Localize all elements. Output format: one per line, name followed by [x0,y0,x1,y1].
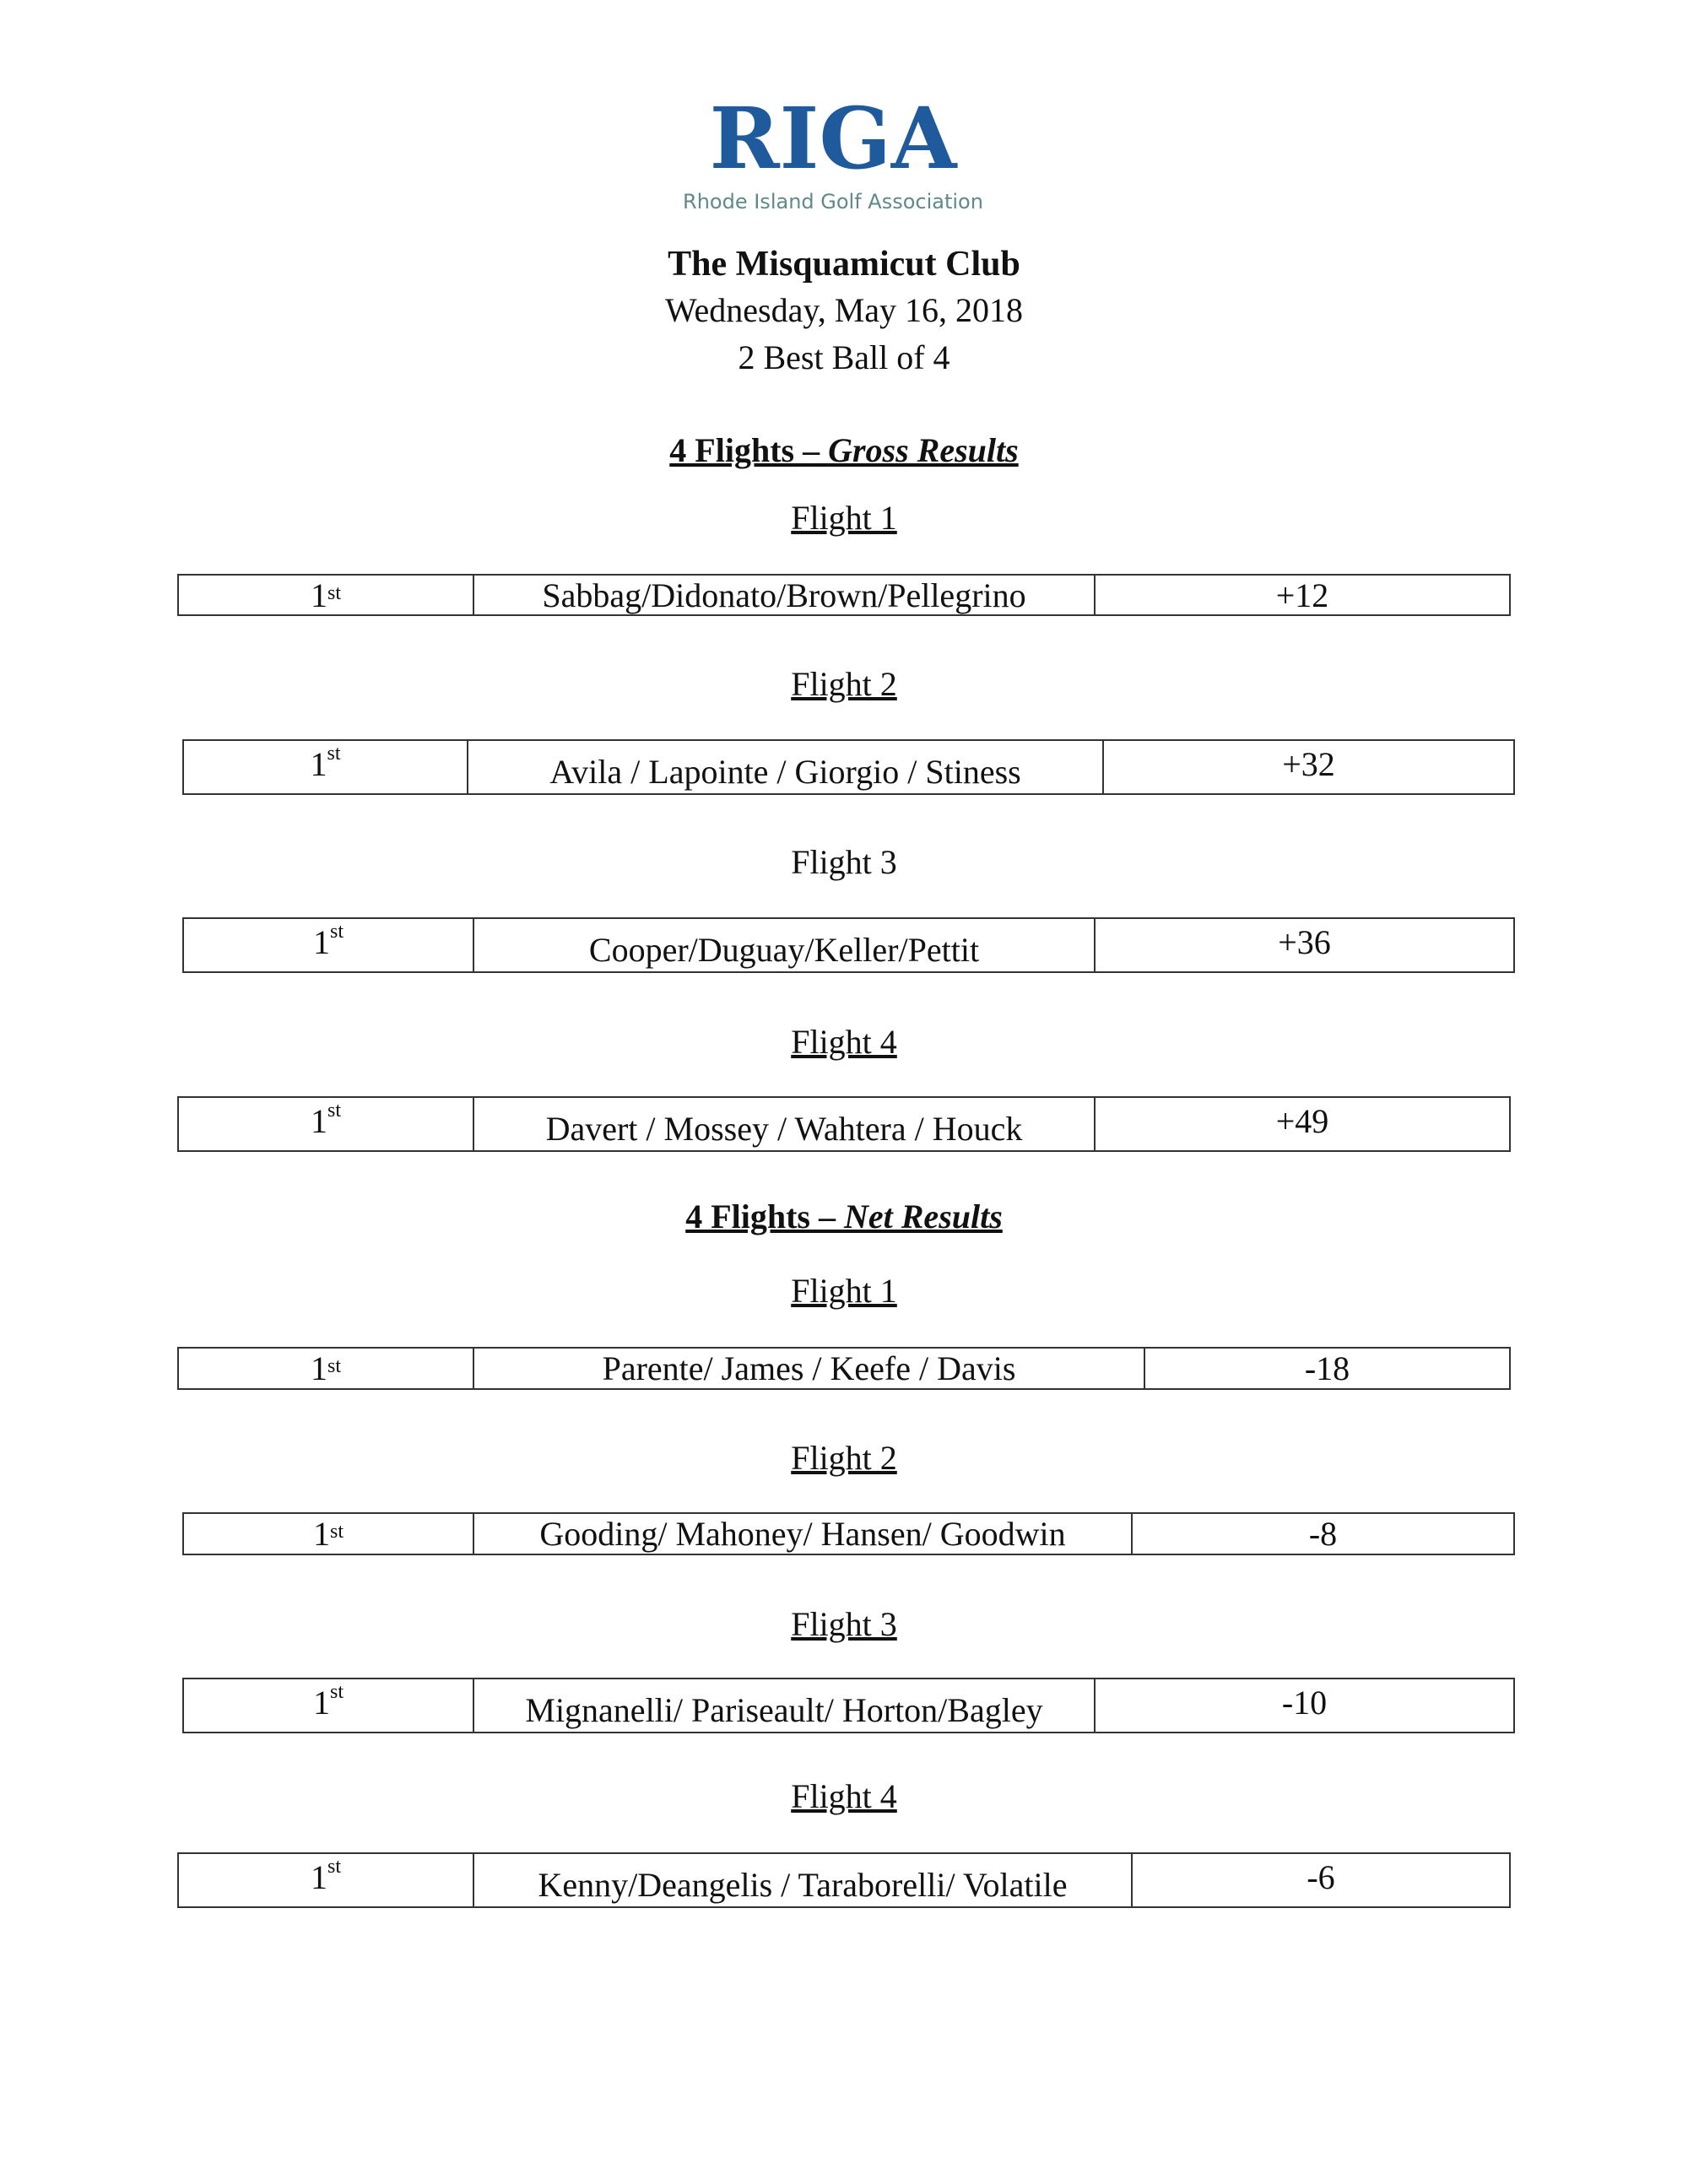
score-cell: +32 [1102,741,1513,793]
logo-subtitle: Rhode Island Golf Association [683,190,983,214]
net-flight-3-label-wrap [0,1604,1688,1644]
team-cell: Davert / Mossey / Wahtera / Houck [473,1098,1094,1150]
net-flight-4-table [177,1852,1511,1908]
team-cell: Gooding/ Mahoney/ Hansen/ Goodwin [473,1514,1131,1554]
score-cell: -10 [1094,1679,1513,1732]
rank-cell [179,576,473,614]
rank-suffix: st [329,1681,344,1703]
net-heading [0,1197,1688,1236]
flight-label: Flight 2 [791,665,897,703]
rank: 1 [312,923,330,961]
rank-cell [184,1679,473,1732]
team-cell: Cooper/Duguay/Keller/Pettit [473,919,1094,971]
flight-label: Flight 1 [791,499,897,537]
flight-label: Flight 3 [791,843,897,881]
gross-heading-text [669,431,1018,469]
rank: 1 [310,1349,327,1387]
team-cell: Mignanelli/ Pariseault/ Horton/Bagley [473,1679,1094,1732]
event-date: Wednesday, May 16, 2018 [664,291,1024,329]
riga-logo [683,89,983,221]
gross-flight-1-label-wrap [0,498,1688,538]
net-flight-1-table [177,1347,1511,1390]
gross-flight-4-label-wrap [0,1022,1688,1062]
gross-flight-4-table [177,1096,1511,1152]
flight-label: Flight 3 [791,1605,897,1643]
heading-italic: Net Results [844,1197,1003,1235]
flight-label: Flight 4 [791,1023,897,1061]
heading-prefix: 4 Flights – [685,1197,844,1235]
score-cell: +36 [1094,919,1513,971]
heading-prefix: 4 Flights – [669,431,829,469]
club-name: The Misquamicut Club [668,245,1020,284]
net-flight-2-table [182,1512,1515,1555]
rank: 1 [310,1858,327,1896]
rank-cell [179,1854,473,1906]
gross-flight-3-table [182,917,1515,973]
event-format: 2 Best Ball of 4 [738,338,950,376]
gross-heading [0,430,1688,470]
net-flight-4-label-wrap [0,1776,1688,1816]
rank-suffix: st [327,1856,341,1878]
rank: 1 [310,745,327,783]
score-cell: +12 [1094,576,1509,614]
heading-italic: Gross Results [828,431,1019,469]
rank-cell [184,1514,473,1554]
flight-label: Flight 2 [791,1439,897,1477]
gross-flight-2-label-wrap [0,664,1688,704]
rank-suffix: st [327,581,341,604]
net-flight-3-table [182,1678,1515,1733]
rank-suffix: st [327,1355,341,1377]
score-cell: -8 [1131,1514,1513,1554]
team-cell: Avila / Lapointe / Giorgio / Stiness [467,741,1102,793]
gross-flight-2-table [182,739,1515,795]
net-heading-text [685,1197,1003,1235]
rank-cell [179,1098,473,1150]
net-flight-1-label-wrap [0,1271,1688,1311]
flight-label: Flight 1 [791,1272,897,1310]
rank-cell [184,741,467,793]
rank-suffix: st [329,921,344,943]
team-cell: Sabbag/Didonato/Brown/Pellegrino [473,576,1094,614]
rank: 1 [312,1515,330,1553]
rank-cell [179,1349,473,1388]
rank-suffix: st [327,1100,341,1122]
rank-suffix: st [329,1521,344,1543]
gross-flight-1-table [177,574,1511,616]
flight-label: Flight 4 [791,1777,897,1815]
logo-letters: RIGA [709,89,957,188]
gross-flight-3-label-wrap [0,842,1688,882]
net-flight-2-label-wrap [0,1438,1688,1478]
score-cell: +49 [1094,1098,1509,1150]
rank-suffix: st [327,743,341,765]
rank: 1 [310,576,327,614]
score-cell: -18 [1144,1349,1509,1388]
rank: 1 [310,1102,327,1140]
rank: 1 [312,1684,330,1722]
team-cell: Kenny/Deangelis / Taraborelli/ Volatile [473,1854,1131,1906]
score-cell: -6 [1131,1854,1509,1906]
rank-cell [184,919,473,971]
team-cell: Parente/ James / Keefe / Davis [473,1349,1144,1388]
